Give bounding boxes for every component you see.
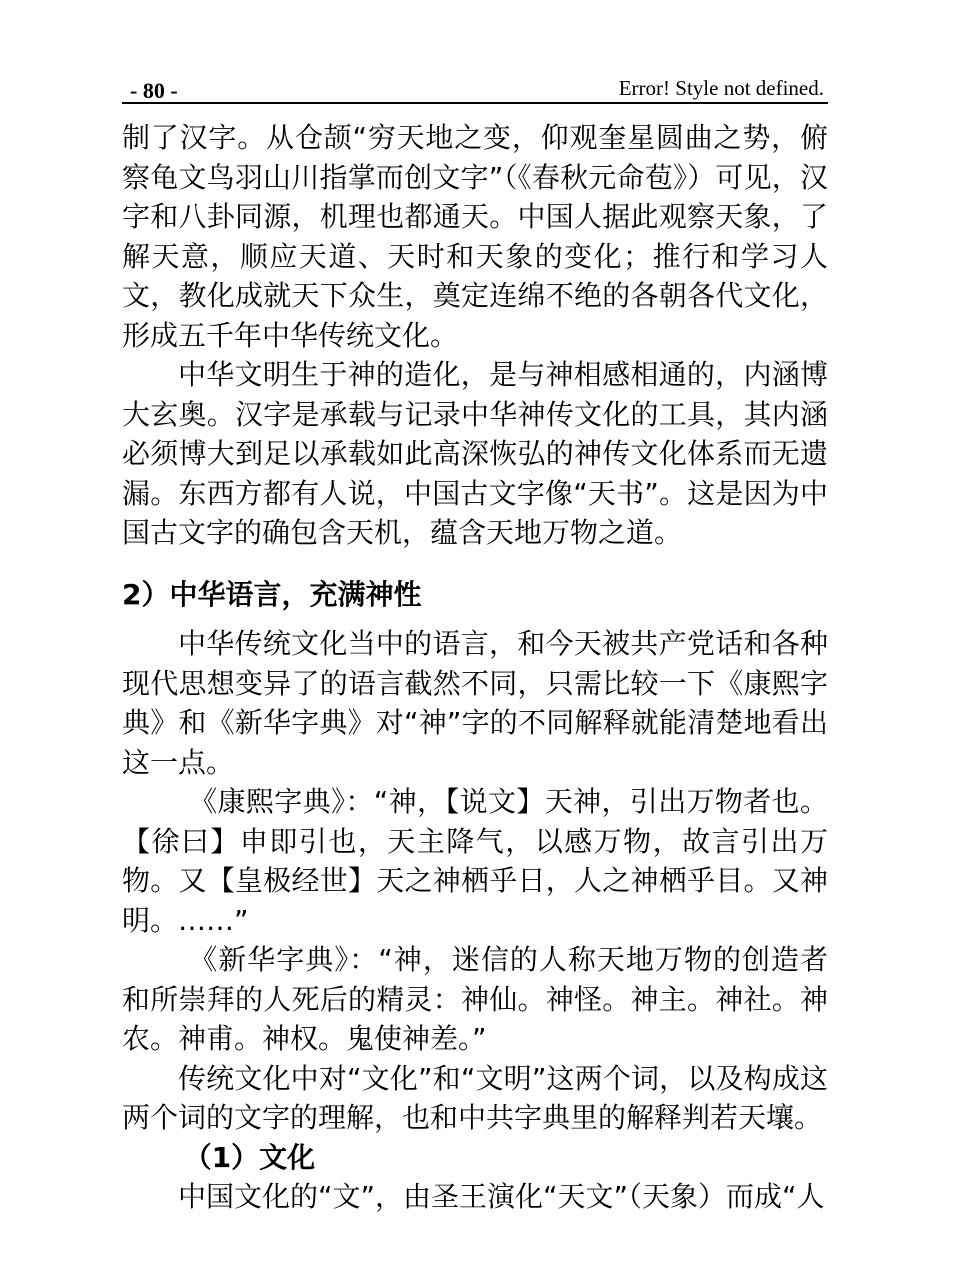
page-body	[122, 118, 828, 1217]
page-number: - 80 -	[130, 78, 178, 103]
paragraph-kangxi-quote: 《康熙字典》：“神，【说文】天神，引出万物者也。【徐曰】申即引也，天主降气，以感万物，故言引出万物。又【皇极经世】天之神栖乎日，人之神栖乎目。又神明。……”	[122, 785, 828, 937]
page-header	[122, 72, 828, 104]
subsection-heading: （1）文化	[183, 1140, 316, 1174]
running-title: Error! Style not defined.	[618, 76, 824, 100]
paragraph-2: 中华文明生于神的造化，是与神相感相通的，内涵博大玄奥。汉字是承载与记录中华神传文化的工具，其内涵必须博大到足以承载如此高深恢弘的神传文化体系而无遗漏。东西方都有人说，中国古文字像“天书”。这是因为中国古文字的确包含天机，蕴含天地万物之道。	[122, 358, 828, 549]
paragraph-4: 传统文化中对“文化”和“文明”这两个词，以及构成这两个词的文字的理解，也和中共字典里的解释判若天壤。	[122, 1061, 828, 1134]
paragraph-5: 中国文化的“文”，由圣王演化“天文”（天象）而成“人	[178, 1180, 825, 1213]
paragraph-xinhua-quote: 《新华字典》：“神，迷信的人称天地万物的创造者和所崇拜的人死后的精灵：神仙。神怪。神主。神社。神农。神甫。神权。鬼使神差。”	[122, 943, 828, 1055]
paragraph-1: 制了汉字。从仓颉“穷天地之变，仰观奎星圆曲之势，俯察龟文鸟羽山川指掌而创文字”（《春秋元命苞》）可见，汉字和八卦同源，机理也都通天。中国人据此观察天象，了解天意，顺应天道、天时和天象的变化；推行和学习人文，教化成就天下众生，奠定连绵不绝的各朝各代文化，形成五千年中华传统文化。	[122, 121, 828, 352]
paragraph-3: 中华传统文化当中的语言，和今天被共产党话和各种现代思想变异了的语言截然不同，只需比较一下《康熙字典》和《新华字典》对“神”字的不同解释就能清楚地看出这一点。	[122, 627, 828, 779]
section-heading: 2）中华语言，充满神性	[122, 577, 422, 611]
